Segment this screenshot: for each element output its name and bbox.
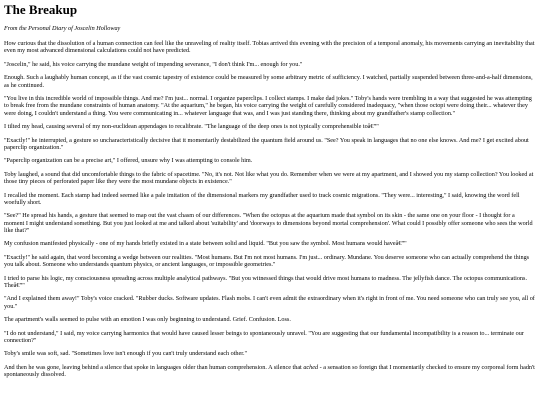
paragraph-9: I recalled the moment. Each stamp had indeed seemed like a pale imitation of the dimensional markers my grandfather used to track cosmic migrations. "They were... interesting," I said, knowing the word fell woefully short. — [4, 191, 520, 206]
paragraph-11: My confusion manifested physically - one of my hands briefly existed in a state between solid and liquid. "But you saw the symbol. Most humans would haveâ€”" — [4, 240, 407, 248]
paragraph-16: "I do not understand," I said, my voice carrying harmonics that would have caused lesser beings to spontaneously unravel. "You are suggesting that our fundamental incompatibility is a reason to... terminate our connection?" — [4, 329, 524, 345]
paragraph-7: "Paperclip organization can be a precise art," I offered, unsure why I was attempting to console him. — [4, 157, 253, 165]
paragraph-10: "See?" He spread his hands, a gesture that seemed to map out the vast chasm of our differences. "When the octopus at the aquarium made that symbol on its skin - the same one on your floor - I thought for a moment I might understand something. But you just looked at me and talked about 'suitability' and 'doorways to dimensions beyond mortal comprehension'. What could I possibly offer someone who sees the world like that?" — [4, 212, 533, 235]
paragraph-14: "And I explained them away!" Toby's voice cracked. "Rubber ducks. Software updates. Flash mobs. I can't even admit the extraordinary when it's right in front of me. You need someone who can truly see you, all of you." — [4, 295, 535, 310]
paragraph-18-tail: - a sensation so foreign that I momentarily checked to ensure my corporeal form hadn't spontaneously dissolved. — [4, 363, 535, 379]
paragraph-4: "You live in this incredible world of impossible things. And me? I'm just... normal. I organize paperclips. I collect stamps. I make dad jokes." Toby's hands were trembling in a way that suggested he was attempting to break free from the mundane constraints of human anatomy. "At the aquarium," he began, his voice carrying the weight of carefully considered inadequacy, "when those octopi were doing their... whatever they were doing, I couldn't understand a thing. You were communicating in... whatever language that was, and I was just standing there, thinking about my grandfather's stamp collection." — [4, 95, 532, 117]
paragraph-12: "Exactly!" he said again, that word becoming a wedge between our realities. "Most humans. But I'm not most humans. I'm just... ordinary. Mundane. You deserve someone who can actually comprehend the things you talk about. Someone who understands quantum physics, or ancient languages, or impossible geometries." — [4, 253, 530, 269]
paragraph-3: Enough. Such a laughably human concept, as if the vast cosmic tapestry of existence could be measured by some arbitrary metric of sufficiency. I watched, partially suspended between three-and-a-half dimensions, as he continued. — [4, 74, 533, 89]
page-subtitle: From the Personal Diary of Joscelin Holloway — [4, 25, 121, 32]
paragraph-2: "Joscelin," he said, his voice carrying the mundane weight of impending severance, "I don't think I'm... enough for you." — [4, 60, 303, 68]
paragraph-6: "Exactly!" he interrupted, a gesture so uncharacteristically decisive that it momentarily destabilized the quantum field around us. "See? You speak in languages that no one else knows. And me? I get excited about paperclip organization." — [4, 136, 529, 151]
paragraph-13: I tried to parse his logic, my consciousness spreading across multiple analytical pathways. "But you witnessed things that would drive most humans to madness. The jellyfish dance. The octopus communications. Theâ€”" — [4, 274, 527, 290]
paragraph-18 — [4, 364, 536, 379]
paragraph-17: Toby's smile was soft, sad. "Sometimes love isn't enough if you can't truly understand each other." — [4, 350, 248, 358]
paragraph-15: The apartment's walls seemed to pulse with an emotion I was only beginning to understand. Grief. Confusion. Loss. — [4, 316, 291, 324]
page-title: The Breakup — [4, 2, 78, 17]
paragraph-18-lead: And then he was gone, leaving behind a silence that spoke in languages older than human comprehension. A silence that — [4, 363, 304, 371]
emphasized-word: ached — [303, 363, 319, 371]
paragraph-8: Toby laughed, a sound that did uncomfortable things to the fabric of spacetime. "No, it's not. Not like what you do. Remember when we were at my apartment, and I showed you my stamp collection? You looked at those tiny pieces of perforated paper like they were the most mundane objects in existence." — [4, 170, 534, 186]
paragraph-5: I tilted my head, causing several of my non-euclidean appendages to recalibrate. "The language of the deep ones is not typically comprehensible toâ€”" — [4, 123, 379, 131]
paragraph-1: How curious that the dissolution of a human connection can feel like the unraveling of reality itself. Tobias arrived this evening with the precision of a temporal anomaly, his movements carrying an inevitability that even my most advanced dimensional calculations could not have predicted. — [4, 40, 535, 55]
